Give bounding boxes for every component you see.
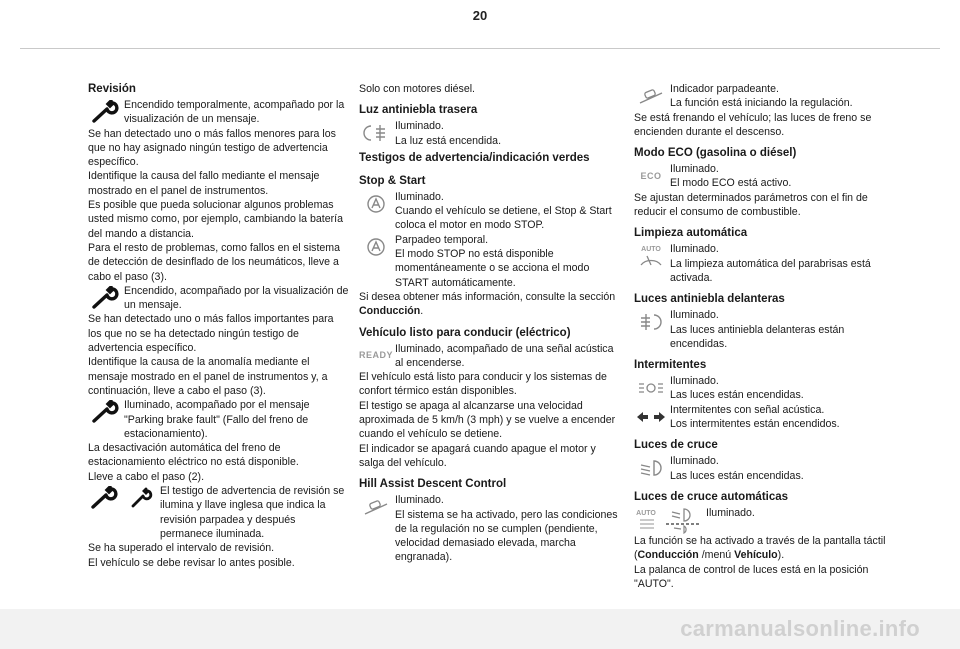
hill-descent-icon	[634, 82, 668, 110]
eco-l1: Iluminado.	[670, 163, 719, 176]
column-1	[88, 82, 350, 570]
revision-body: El vehículo se debe revisar lo antes posible.	[88, 556, 295, 569]
stop-start-item-1	[359, 190, 621, 233]
hill-blink-body: Se está frenando el vehículo; las luces de freno se encienden durante el descenso.	[634, 111, 872, 138]
eco-l2: El modo ECO está activo.	[670, 177, 792, 190]
turn-signals-icon	[634, 403, 668, 431]
revision-item-2	[88, 284, 350, 313]
hill-blink-l2: La función está iniciando la regulación.	[670, 97, 853, 110]
auto-low-beam-body: La función se ha activado a través de la pantalla táctil (Conducción /menú Vehículo).	[634, 534, 886, 562]
wrench-icon	[88, 398, 122, 426]
wipe-l2: La limpieza automática del parabrisas está activada.	[670, 257, 871, 284]
page-number: 20	[472, 8, 488, 23]
revision-item-2-text: Encendido, acompañado por la visualización de un mensaje.	[124, 284, 349, 312]
stop-start-icon	[359, 233, 393, 261]
eco-icon: ECO	[640, 171, 662, 182]
revision-body: Para el resto de problemas, como fallos en el sistema de detección de desinflado de los neumáticos, lleve a cabo el paso (3).	[88, 241, 341, 283]
hill-descent-heading: Hill Assist Descent Control	[359, 478, 507, 491]
wrench-pair-icon	[88, 484, 158, 512]
hill-blink-item	[634, 82, 896, 111]
rear-fog-item	[359, 119, 621, 148]
watermark: carmanualsonline.info	[680, 616, 920, 641]
front-fog-l2: Las luces antiniebla delanteras están encendidas.	[670, 323, 845, 350]
stop-start-l4: El modo STOP no está disponible momentáneamente o se acciona el modo START automáticamente.	[395, 248, 590, 289]
revision-item-1	[88, 98, 350, 127]
wrench-icon	[88, 98, 122, 126]
auto-low-beam-heading: Luces de cruce automáticas	[634, 490, 789, 503]
hill-descent-icon	[359, 493, 393, 521]
ind2-l1: Intermitentes con señal acústica.	[670, 403, 825, 416]
ready-l1: Iluminado, acompañado de una señal acústica al encenderse.	[395, 342, 614, 369]
stop-start-l2: Cuando el vehículo se detiene, el Stop & Start coloca el motor en modo STOP.	[395, 205, 612, 232]
auto-wipe-heading: Limpieza automática	[634, 227, 748, 240]
rear-fog-l2: La luz está encendida.	[395, 134, 502, 147]
diesel-note: Solo con motores diésel.	[359, 83, 476, 95]
stop-start-heading: Stop & Start	[359, 174, 426, 187]
wrench-icon	[88, 284, 122, 312]
revision-item-4	[88, 484, 350, 541]
revision-body: Se han detectado uno o más fallos menores para los que no hay asignado ningún testigo de advertencia específico.	[88, 127, 336, 169]
low-beam-item	[634, 454, 896, 483]
revision-body: Identifique la causa del fallo mediante el mensaje mostrado en el panel de instrumentos.	[88, 170, 320, 197]
column-2	[359, 82, 621, 565]
ind1-l1: Iluminado.	[670, 375, 719, 388]
front-fog-icon	[634, 308, 668, 336]
front-fog-heading: Luces antiniebla delanteras	[634, 293, 785, 306]
stop-start-icon	[359, 190, 393, 218]
revision-heading: Revisión	[88, 83, 136, 95]
indicators-item-2	[634, 403, 896, 432]
revision-body: Se ha superado el intervalo de revisión.	[88, 542, 275, 555]
wipe-l1: Iluminado.	[670, 243, 719, 256]
hill-l1: Iluminado.	[395, 494, 444, 507]
column-3	[634, 82, 896, 591]
stop-start-l1: Iluminado.	[395, 190, 444, 203]
stop-start-item-2	[359, 233, 621, 290]
low-beam-icon	[634, 454, 668, 482]
indicators-heading: Intermitentes	[634, 359, 707, 372]
ready-icon: READY	[359, 350, 394, 361]
ready-item	[359, 342, 621, 371]
hill-blink-l1: Indicador parpadeante.	[670, 83, 779, 95]
eco-heading: Modo ECO (gasolina o diésel)	[634, 147, 797, 160]
lb-l1: Iluminado.	[670, 455, 719, 468]
revision-body: Identifique la causa de la anomalía mediante el mensaje mostrado en el panel de instrumentos y, a continuación, lleve a cabo el paso (3).	[88, 356, 328, 397]
rear-fog-icon	[359, 119, 393, 147]
revision-item-4-text: El testigo de advertencia de revisión se ilumina y llave inglesa que indica la revisión parpadea y después permanece iluminada.	[160, 485, 345, 540]
auto-low-beam-item	[634, 506, 896, 534]
eco-body: Se ajustan determinados parámetros con el fin de reducir el consumo de combustible.	[634, 191, 868, 219]
top-divider	[20, 48, 940, 49]
rear-fog-l1: Iluminado.	[395, 120, 444, 133]
ind2-l2: Los intermitentes están encendidos.	[670, 418, 840, 431]
auto-wiper-label: AUTO	[641, 246, 661, 254]
footer-watermark-bar	[0, 609, 960, 649]
auto-low-beam-icon	[634, 506, 704, 534]
indicators-item-1	[634, 374, 896, 403]
green-warnings-heading: Testigos de advertencia/indicación verdes	[359, 151, 590, 164]
rear-fog-heading: Luz antiniebla trasera	[359, 104, 478, 117]
revision-body: Es posible que pueda solucionar algunos problemas usted mismo como, por ejemplo, cambiando la batería del mando a distancia.	[88, 199, 343, 240]
low-beam-heading: Luces de cruce	[634, 439, 718, 452]
auto-low-beam-body: La palanca de control de luces está en la posición "AUTO".	[634, 563, 869, 590]
front-fog-l1: Iluminado.	[670, 309, 719, 322]
auto-wiper-icon	[634, 242, 668, 270]
auto-wipe-item	[634, 242, 896, 285]
revision-item-3	[88, 398, 350, 441]
hill-descent-item	[359, 493, 621, 564]
front-fog-item	[634, 308, 896, 351]
revision-item-1-text: Encendido temporalmente, acompañado por la visualización de un mensaje.	[124, 99, 345, 126]
auto-low-beam-label: AUTO	[636, 509, 656, 517]
lb-l2: Las luces están encendidas.	[670, 469, 804, 482]
ready-body: El indicador se apagará cuando apague el motor y salga del vehículo.	[359, 442, 596, 469]
stop-start-note: Si desea obtener más información, consulte la sección Conducción.	[359, 290, 616, 318]
ready-heading: Vehículo listo para conducir (eléctrico)	[359, 326, 571, 339]
alb-l1: Iluminado.	[706, 506, 755, 519]
revision-body: Se han detectado uno o más fallos importantes para los que no se ha detectado ningún testigo de advertencia específico.	[88, 313, 334, 355]
ready-body: El vehículo está listo para conducir y los sistemas de confort térmico están disponibles.	[359, 371, 607, 398]
ready-body: El testigo se apaga al alcanzarse una velocidad aproximada de 5 km/h (3 mph) y se vuelve a encender cuando el vehículo se detiene.	[359, 399, 616, 441]
hill-l2: El sistema se ha activado, pero las condiciones de la regulación no se cumplen (pendiente, velocidad demasiado elevada, marcha engranada).	[395, 508, 618, 564]
revision-body: Lleve a cabo el paso (2).	[88, 470, 205, 483]
stop-start-l3: Parpadeo temporal.	[395, 233, 489, 246]
ind1-l2: Las luces están encendidas.	[670, 389, 804, 402]
revision-body: La desactivación automática del freno de estacionamiento eléctrico no está disponible.	[88, 442, 299, 469]
sidelights-icon	[634, 374, 668, 402]
eco-item	[634, 162, 896, 191]
revision-item-3-text: Iluminado, acompañado por el mensaje "Parking brake fault" (Fallo del freno de estacionamiento).	[124, 399, 310, 440]
